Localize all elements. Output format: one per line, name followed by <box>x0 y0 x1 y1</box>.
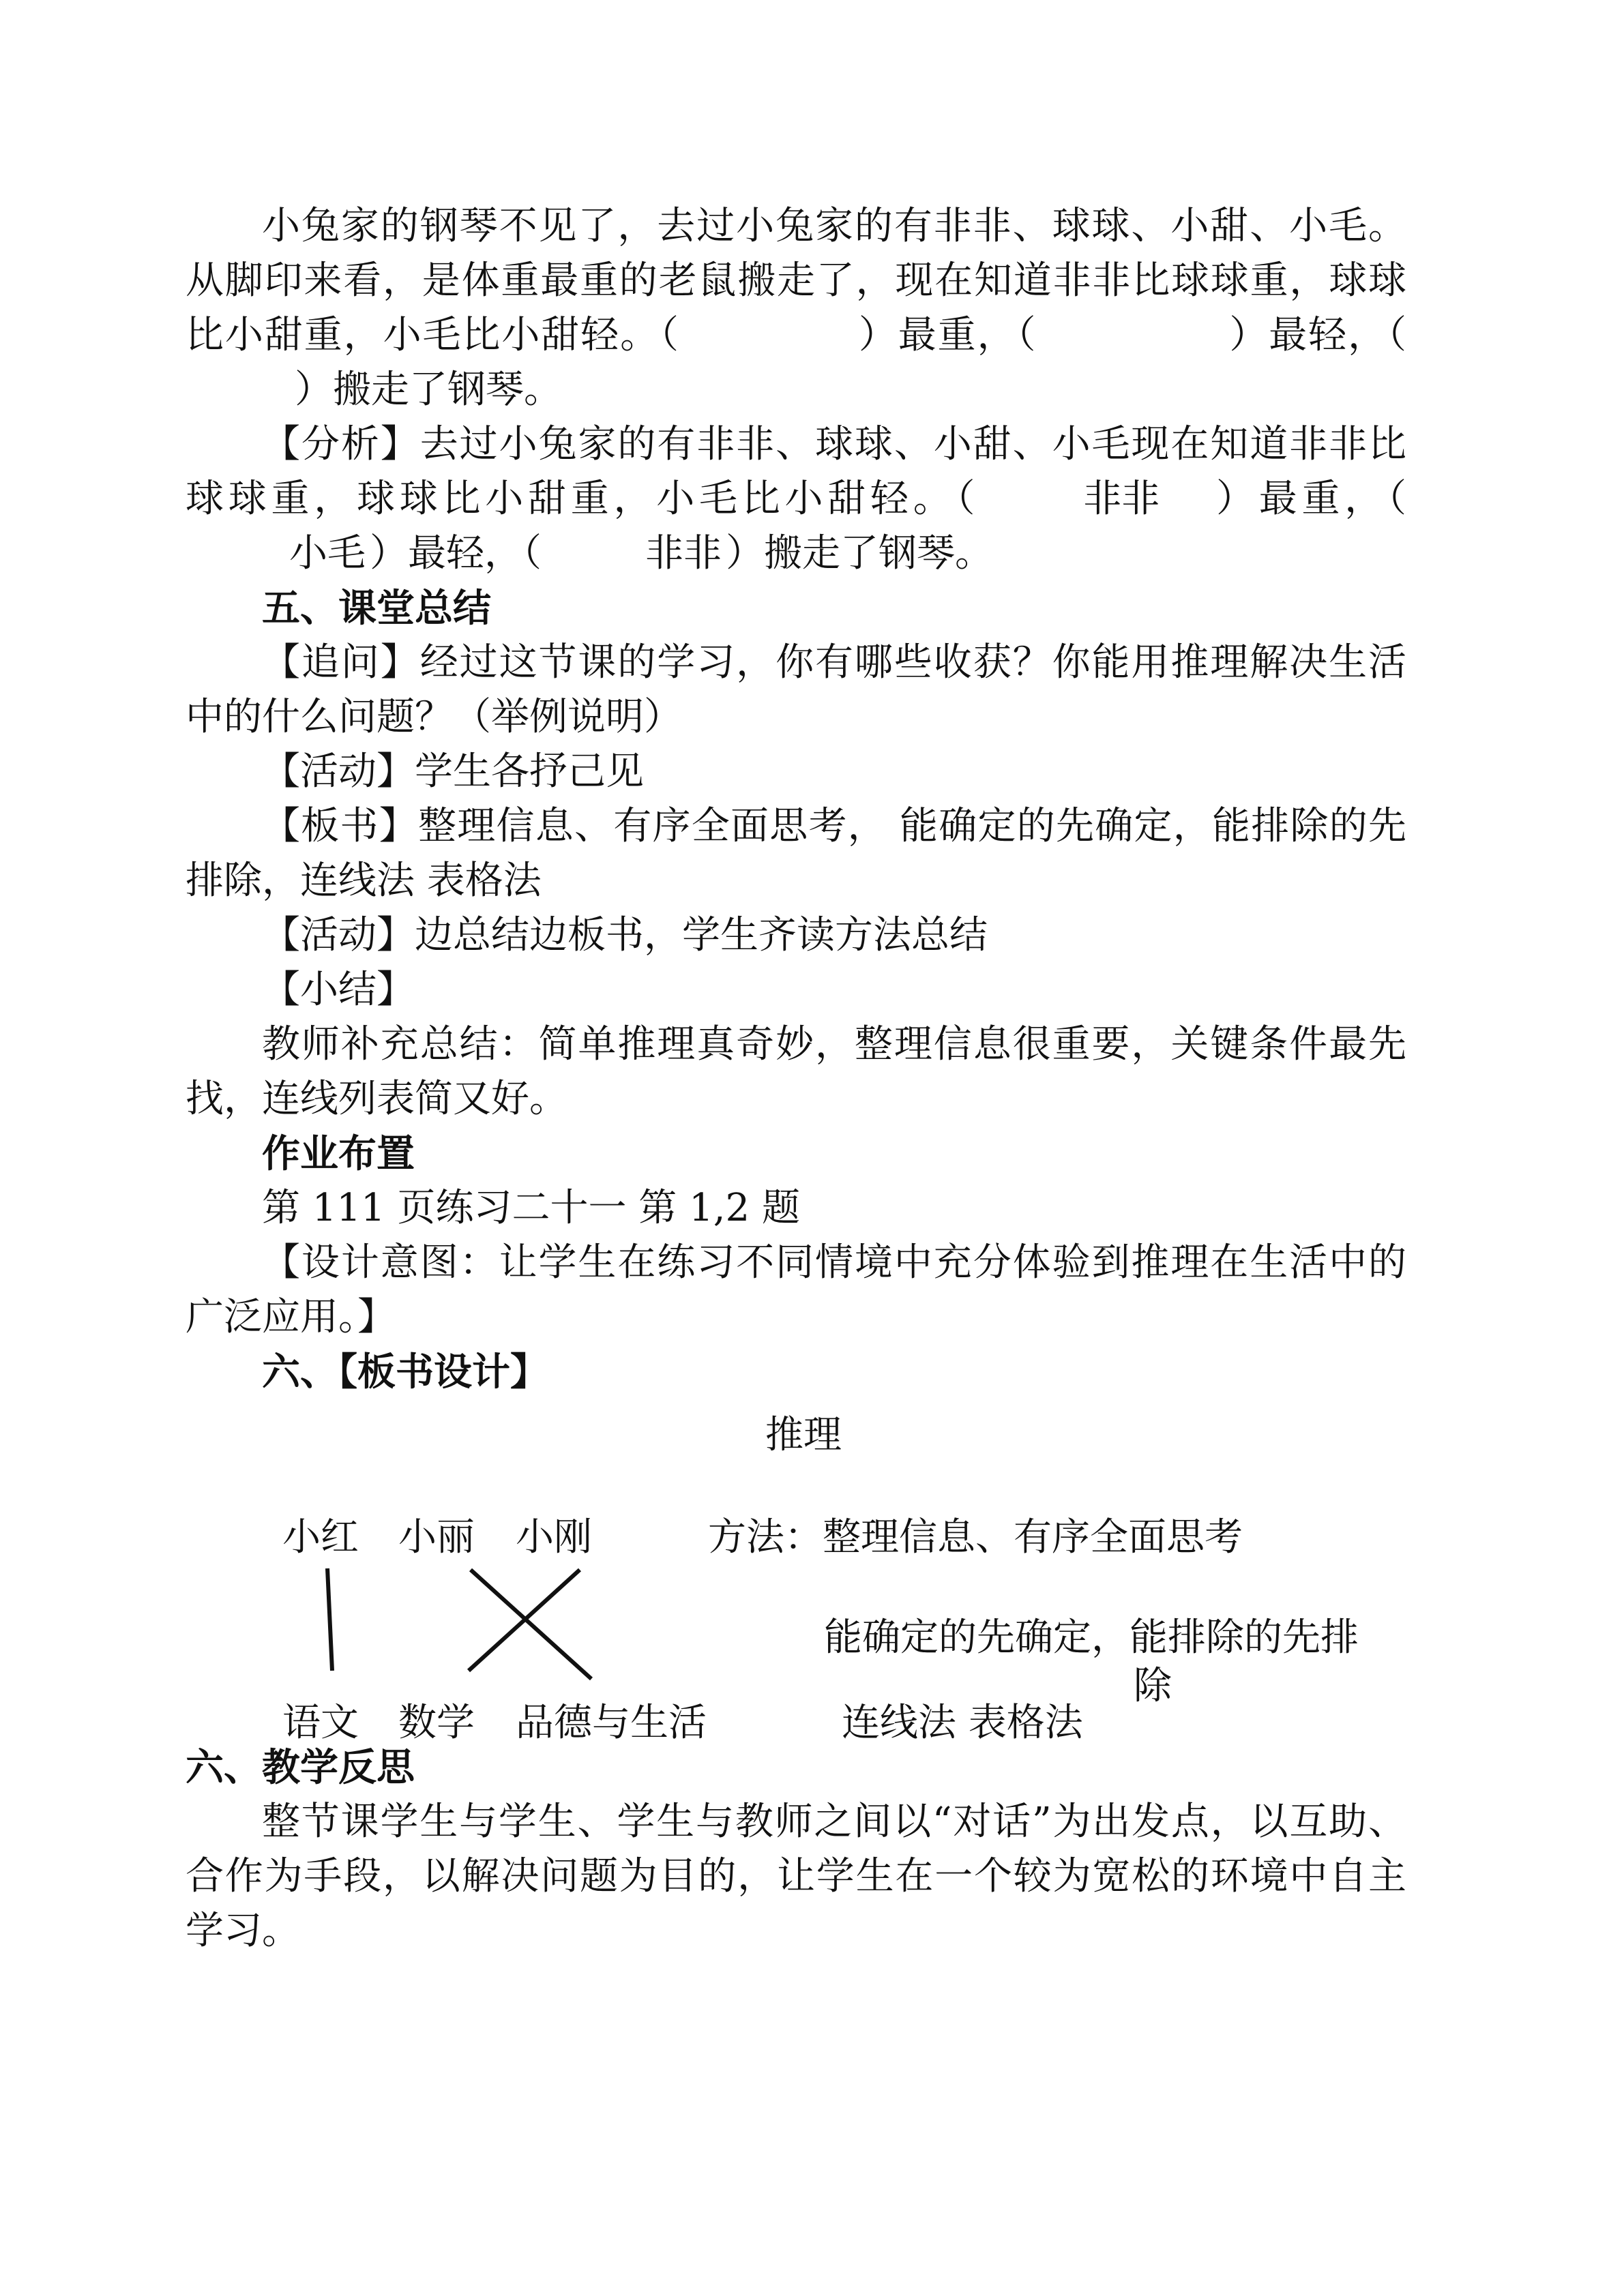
analysis-mid-2: ）最轻，（ <box>370 531 542 576</box>
line-xiaoli-moral <box>471 1570 591 1679</box>
analysis-paragraph <box>186 417 1406 581</box>
board-name-3: 小刚 <box>516 1515 592 1560</box>
board-design-heading: 六、【板书设计】 <box>262 1350 548 1395</box>
board-method-line-2-wrap: 除 <box>1134 1664 1172 1708</box>
board-subject-2: 数学 <box>398 1701 475 1745</box>
summary-question: 【追问】经过这节课的学习，你有哪些收获？你能用推理解决生活中的什么问题？（举例说明） <box>186 640 1406 739</box>
problem-mid-1: ）最重，（ <box>857 313 1037 357</box>
board-subject-3: 品德与生活 <box>516 1701 707 1745</box>
problem-end: ）搬走了钢琴。 <box>295 368 562 412</box>
answer-heaviest: 非非 <box>1083 477 1160 521</box>
document-content <box>186 199 1406 1958</box>
problem-mid-2: ）最轻，（ <box>1228 313 1407 357</box>
board-title: 推理 <box>765 1413 842 1457</box>
board-name-1: 小红 <box>282 1515 359 1560</box>
answer-mover: 非非 <box>645 531 722 576</box>
analysis-mid-1: ）最重，（ <box>1211 477 1406 521</box>
summary-heading: 五、课堂总结 <box>262 586 491 631</box>
summary-teacher: 教师补充总结：简单推理真奇妙，整理信息很重要，关键条件最先找，连线列表简又好。 <box>186 1022 1406 1121</box>
problem-paragraph <box>186 199 1406 417</box>
summary-small: 【小结】 <box>262 968 415 1012</box>
problem-text: 小兔家的钢琴不见了，去过小兔家的有非非、球球、小甜、小毛。从脚印来看，是体重最重的老鼠搬走了，现在知道非非比球球重，球球比小甜重，小毛比小甜轻。（ <box>186 204 1406 357</box>
answer-lightest: 小毛 <box>289 531 366 576</box>
reflection-text: 整节课学生与学生、学生与教师之间以“对话”为出发点，以互助、合作为手段，以解决问题为目的，让学生在一个较为宽松的环境中自主学习。 <box>186 1800 1406 1953</box>
summary-board: 【板书】整理信息、有序全面思考， 能确定的先确定，能排除的先排除，连线法 表格法 <box>186 804 1406 903</box>
board-design <box>186 1399 1406 1745</box>
homework-task: 第 111 页练习二十一 第 1,2 题 <box>262 1186 800 1230</box>
line-xiaohong-chinese <box>327 1568 332 1671</box>
analysis-end: ）搬走了钢琴。 <box>726 531 993 576</box>
connection-lines <box>186 1399 731 1740</box>
summary-activity-2: 【活动】边总结边板书，学生齐读方法总结 <box>262 913 988 957</box>
board-method-label: 方法：整理信息、有序全面思考 <box>708 1515 1243 1560</box>
homework-intent: 【设计意图：让学生在练习不同情境中充分体验到推理在生活中的广泛应用。】 <box>186 1240 1406 1339</box>
reflection-heading: 六、教学反思 <box>186 1745 415 1790</box>
homework-heading: 作业布置 <box>262 1131 415 1176</box>
board-method-line-2: 能确定的先确定，能排除的先排 <box>824 1615 1359 1660</box>
summary-activity-1: 【活动】学生各抒己见 <box>262 749 644 794</box>
board-subject-1: 语文 <box>282 1701 359 1745</box>
board-method-line-3: 连线法 表格法 <box>842 1701 1083 1745</box>
analysis-text: 【分析】去过小兔家的有非非、球球、小甜、小毛现在知道非非比球球重，球球比小甜重，小毛比小甜轻。（ <box>186 422 1406 521</box>
board-name-2: 小丽 <box>398 1515 475 1560</box>
